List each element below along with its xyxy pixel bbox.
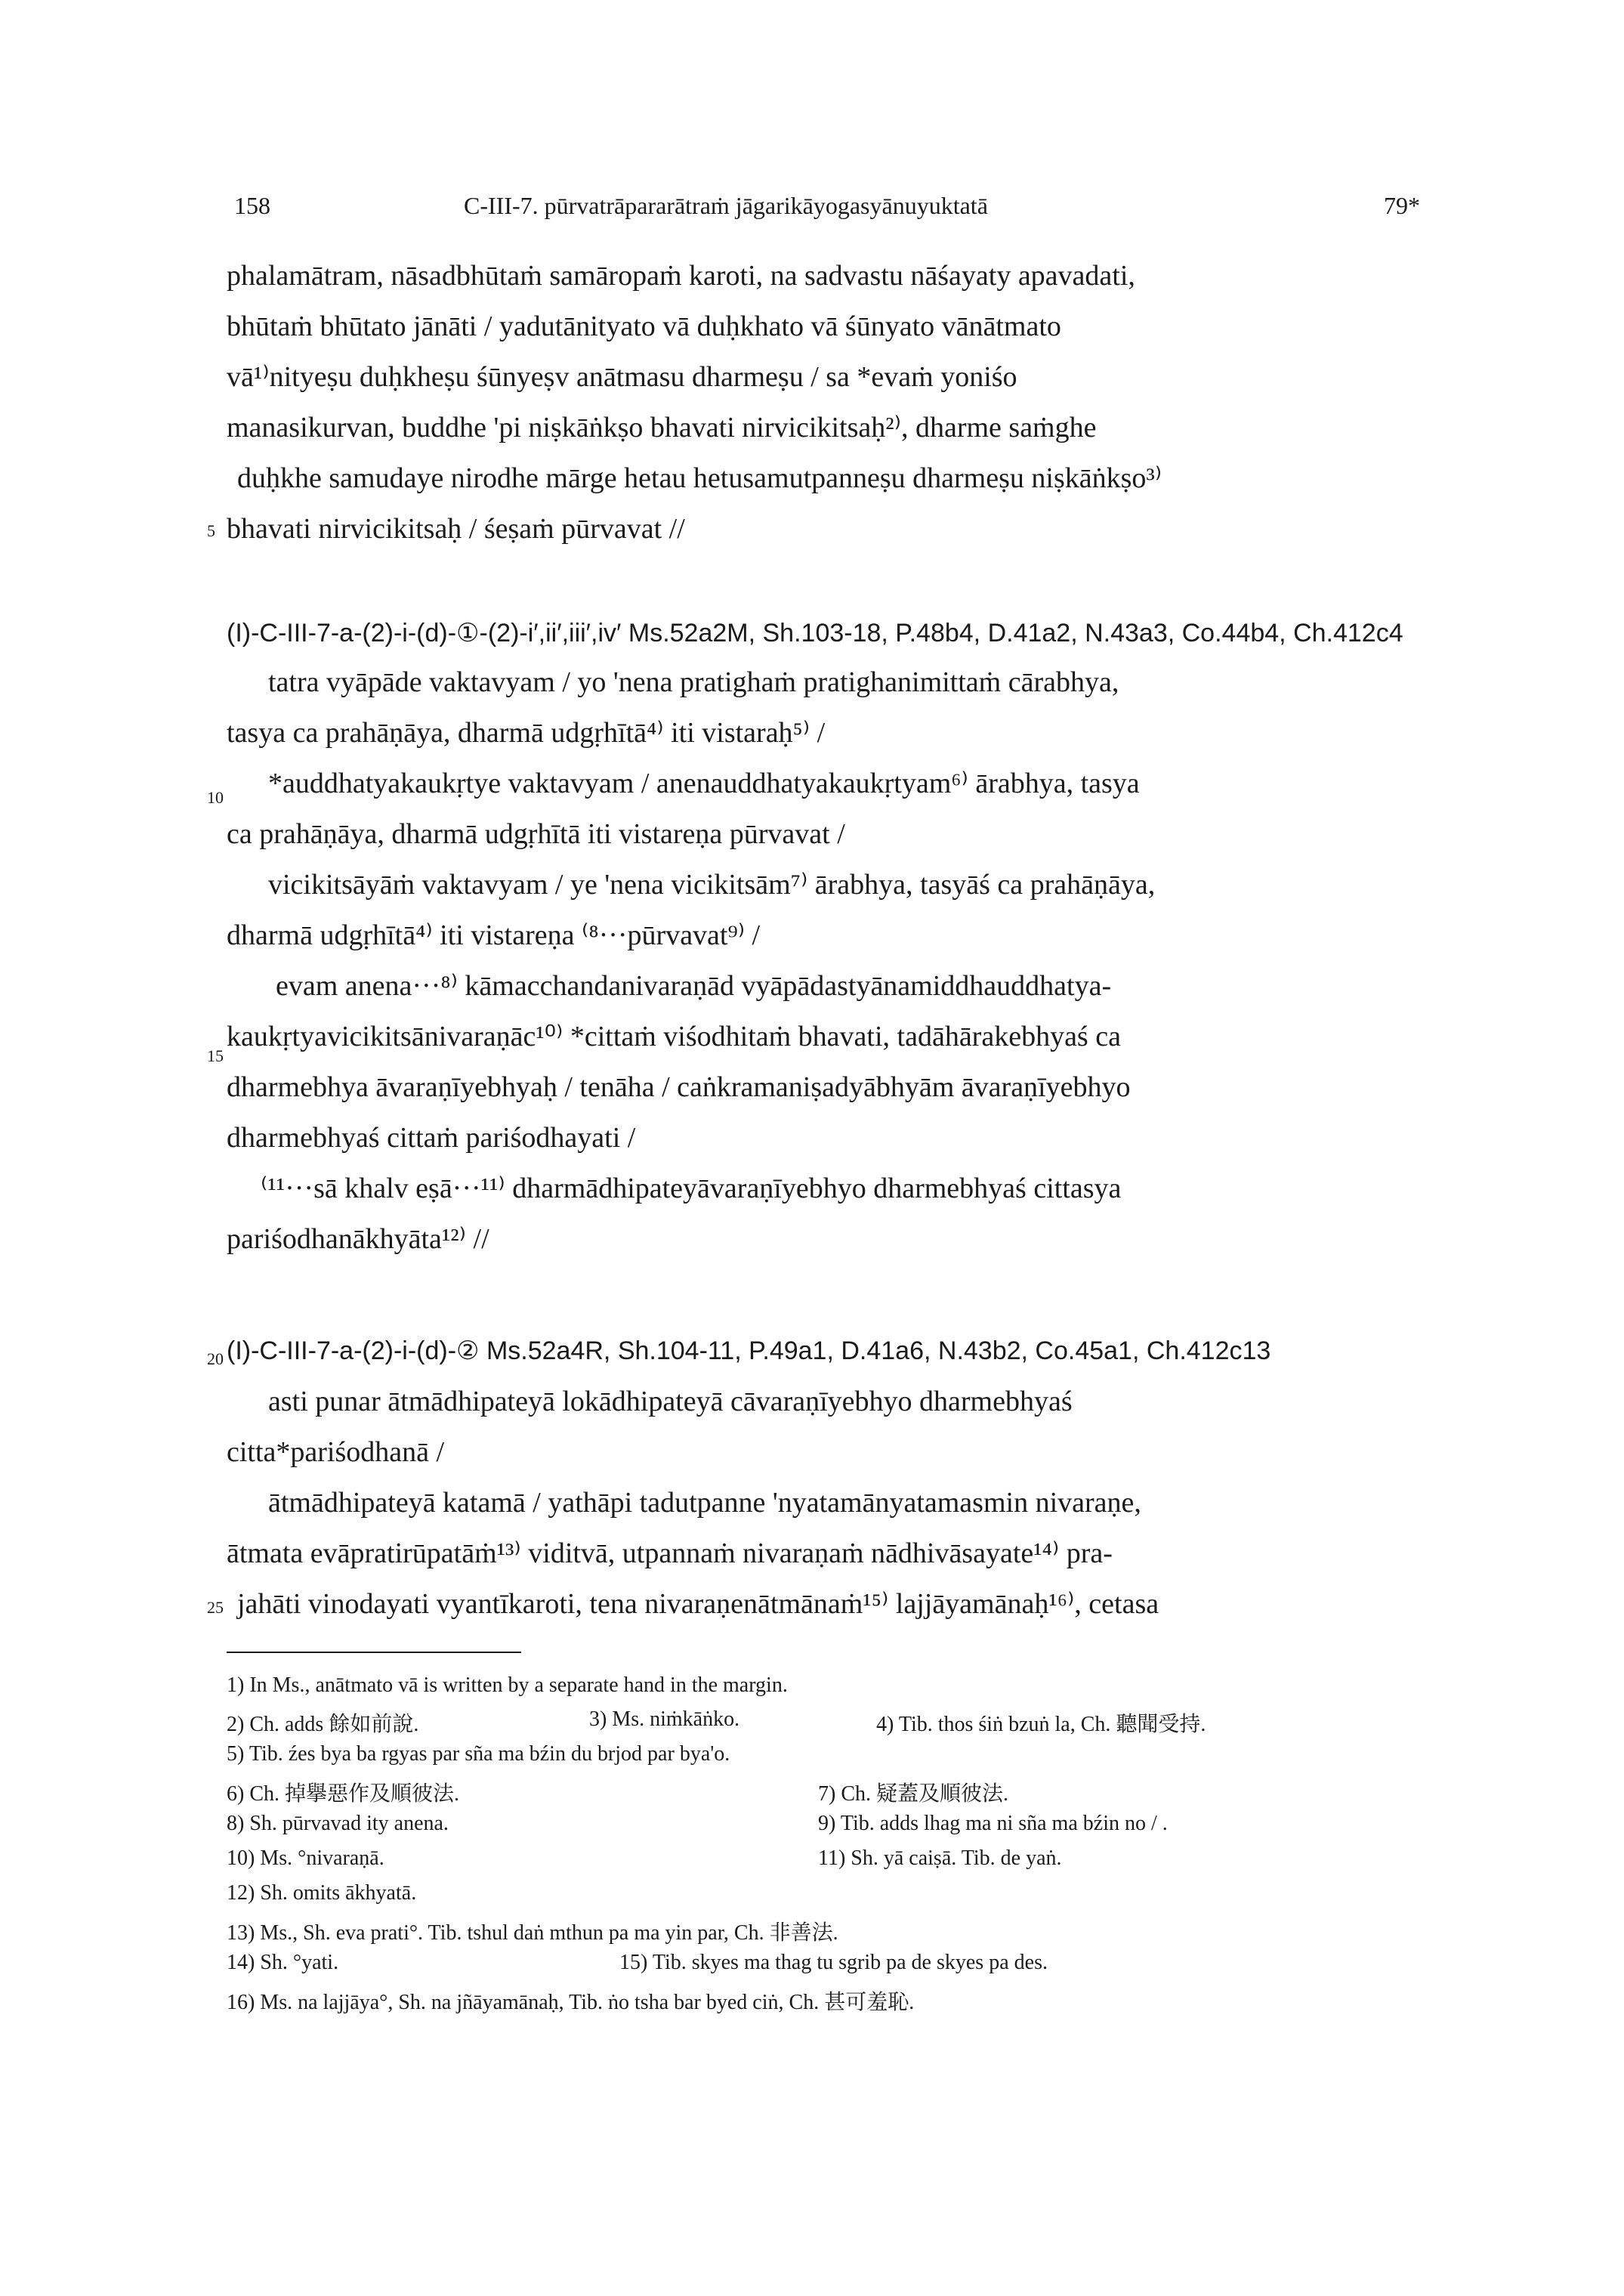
- text-line: tatra vyāpāde vaktavyam / yo 'nena pratighaṁ pratighanimittaṁ cārabhya,: [268, 666, 1119, 698]
- text-line: dharmā udgṛhītā⁴⁾ iti vistareṇa ⁽⁸···pūrvavat⁹⁾ /: [227, 919, 761, 951]
- ms-folio: 79*: [1384, 192, 1420, 219]
- text-line: pariśodhanākhyāta¹²⁾ //: [227, 1223, 489, 1255]
- footnote: 7) Ch. 疑蓋及順彼法.: [818, 1782, 1009, 1806]
- footnote: 15) Tib. skyes ma thag tu sgrib pa de skyes pa des.: [619, 1951, 1048, 1974]
- footnote: 12) Sh. omits ākhyatā.: [227, 1881, 417, 1905]
- text-line: phalamātram, nāsadbhūtaṁ samāropaṁ karoti, na sadvastu nāśayaty apavadati,: [227, 260, 1135, 292]
- text-line: manasikurvan, buddhe 'pi niṣkāṅkṣo bhavati nirvicikitsaḥ²⁾, dharme saṁghe: [227, 412, 1097, 443]
- footnote: 13) Ms., Sh. eva prati°. Tib. tshul daṅ mthun pa ma yin par, Ch. 非善法.: [227, 1921, 838, 1945]
- text-line: ātmata evāpratirūpatāṁ¹³⁾ viditvā, utpannaṁ nivaraṇaṁ nādhivāsayate¹⁴⁾ pra-: [227, 1537, 1113, 1569]
- footnote: 5) Tib. źes bya ba rgyas par sña ma bźin du brjod par bya'o.: [227, 1742, 730, 1766]
- footnote: 10) Ms. °nivaraṇā.: [227, 1846, 384, 1870]
- text-line: dharmebhya āvaraṇīyebhyaḥ / tenāha / caṅkramaniṣadyābhyām āvaraṇīyebhyo: [227, 1071, 1131, 1103]
- line-number: 25: [207, 1598, 224, 1617]
- line-number: 10: [207, 788, 224, 807]
- text-line: ātmādhipateyā katamā / yathāpi tadutpanne 'nyatamānyatamasmin nivaraṇe,: [268, 1487, 1141, 1519]
- text-line: citta*pariśodhanā /: [227, 1436, 445, 1468]
- text-line: dharmebhyaś cittaṁ pariśodhayati /: [227, 1122, 636, 1154]
- text-line: vicikitsāyāṁ vaktavyam / ye 'nena vicikitsām⁷⁾ ārabhya, tasyāś ca prahāṇāya,: [268, 869, 1156, 901]
- footnote: 3) Ms. niṁkāṅko.: [589, 1707, 740, 1731]
- text-line: evam anena···⁸⁾ kāmacchandanivaraṇād vyāpādastyānamiddhauddhatya-: [276, 970, 1112, 1002]
- footnote: 16) Ms. na lajjāya°, Sh. na jñāyamānaḥ, Tib. ṅo tsha bar byed ciṅ, Ch. 甚可羞恥.: [227, 1991, 915, 2014]
- footnote: 4) Tib. thos śiṅ bzuṅ la, Ch. 聽聞受持.: [876, 1713, 1206, 1736]
- text-line: bhavati nirvicikitsaḥ / śeṣaṁ pūrvavat //: [227, 513, 685, 545]
- line-number: 20: [207, 1349, 224, 1368]
- text-line: kaukṛtyavicikitsānivaraṇāc¹⁰⁾ *cittaṁ viśodhitaṁ bhavati, tadāhārakebhyaś ca: [227, 1021, 1121, 1052]
- line-number: 5: [207, 521, 215, 540]
- footnote: 1) In Ms., anātmato vā is written by a separate hand in the margin.: [227, 1673, 788, 1697]
- running-title: C-III-7. pūrvatrāpararātraṁ jāgarikāyogasyānuyuktatā: [464, 192, 988, 219]
- text-line: tasya ca prahāṇāya, dharmā udgṛhītā⁴⁾ iti vistaraḥ⁵⁾ /: [227, 717, 826, 749]
- page-number: 158: [234, 192, 270, 219]
- footnote: 11) Sh. yā caiṣā. Tib. de yaṅ.: [818, 1846, 1062, 1870]
- footnote: 6) Ch. 掉擧惡作及順彼法.: [227, 1782, 460, 1806]
- text-line: bhūtaṁ bhūtato jānāti / yadutānityato vā duḥkhato vā śūnyato vānātmato: [227, 311, 1061, 342]
- text-line: jahāti vinodayati vyantīkaroti, tena nivaraṇenātmānaṁ¹⁵⁾ lajjāyamānaḥ¹⁶⁾, cetasa: [237, 1588, 1159, 1620]
- footnote-divider: [227, 1652, 521, 1653]
- footnote: 9) Tib. adds lhag ma ni sña ma bźin no / .: [818, 1812, 1168, 1835]
- line-number: 15: [207, 1046, 224, 1065]
- section-reference: (I)-C-III-7-a-(2)-i-(d)-② Ms.52a4R, Sh.104-11, P.49a1, D.41a6, N.43b2, Co.45a1, Ch.412c13: [227, 1337, 1271, 1365]
- section-reference: (I)-C-III-7-a-(2)-i-(d)-①-(2)-i′,ii′,iii′,iv′ Ms.52a2M, Sh.103-18, P.48b4, D.41a2, N.43a3, Co.44b4, Ch.412c4: [227, 619, 1403, 647]
- footnote: 8) Sh. pūrvavad ity anena.: [227, 1812, 449, 1835]
- footnote: 14) Sh. °yati.: [227, 1951, 339, 1974]
- text-line: asti punar ātmādhipateyā lokādhipateyā cāvaraṇīyebhyo dharmebhyaś: [268, 1386, 1073, 1417]
- text-line: duḥkhe samudaye nirodhe mārge hetau hetusamutpanneṣu dharmeṣu niṣkāṅkṣo³⁾: [237, 462, 1162, 494]
- text-line: ca prahāṇāya, dharmā udgṛhītā iti vistareṇa pūrvavat /: [227, 818, 845, 850]
- footnote: 2) Ch. adds 餘如前說.: [227, 1713, 419, 1736]
- text-line: vā¹⁾nityeṣu duḥkheṣu śūnyeṣv anātmasu dharmeṣu / sa *evaṁ yoniśo: [227, 361, 1017, 393]
- text-line: ⁽¹¹···sā khalv eṣā···¹¹⁾ dharmādhipateyāvaraṇīyebhyo dharmebhyaś cittasya: [261, 1173, 1122, 1204]
- text-line: *auddhatyakaukṛtye vaktavyam / anenauddhatyakaukṛtyam⁶⁾ ārabhya, tasya: [268, 768, 1140, 799]
